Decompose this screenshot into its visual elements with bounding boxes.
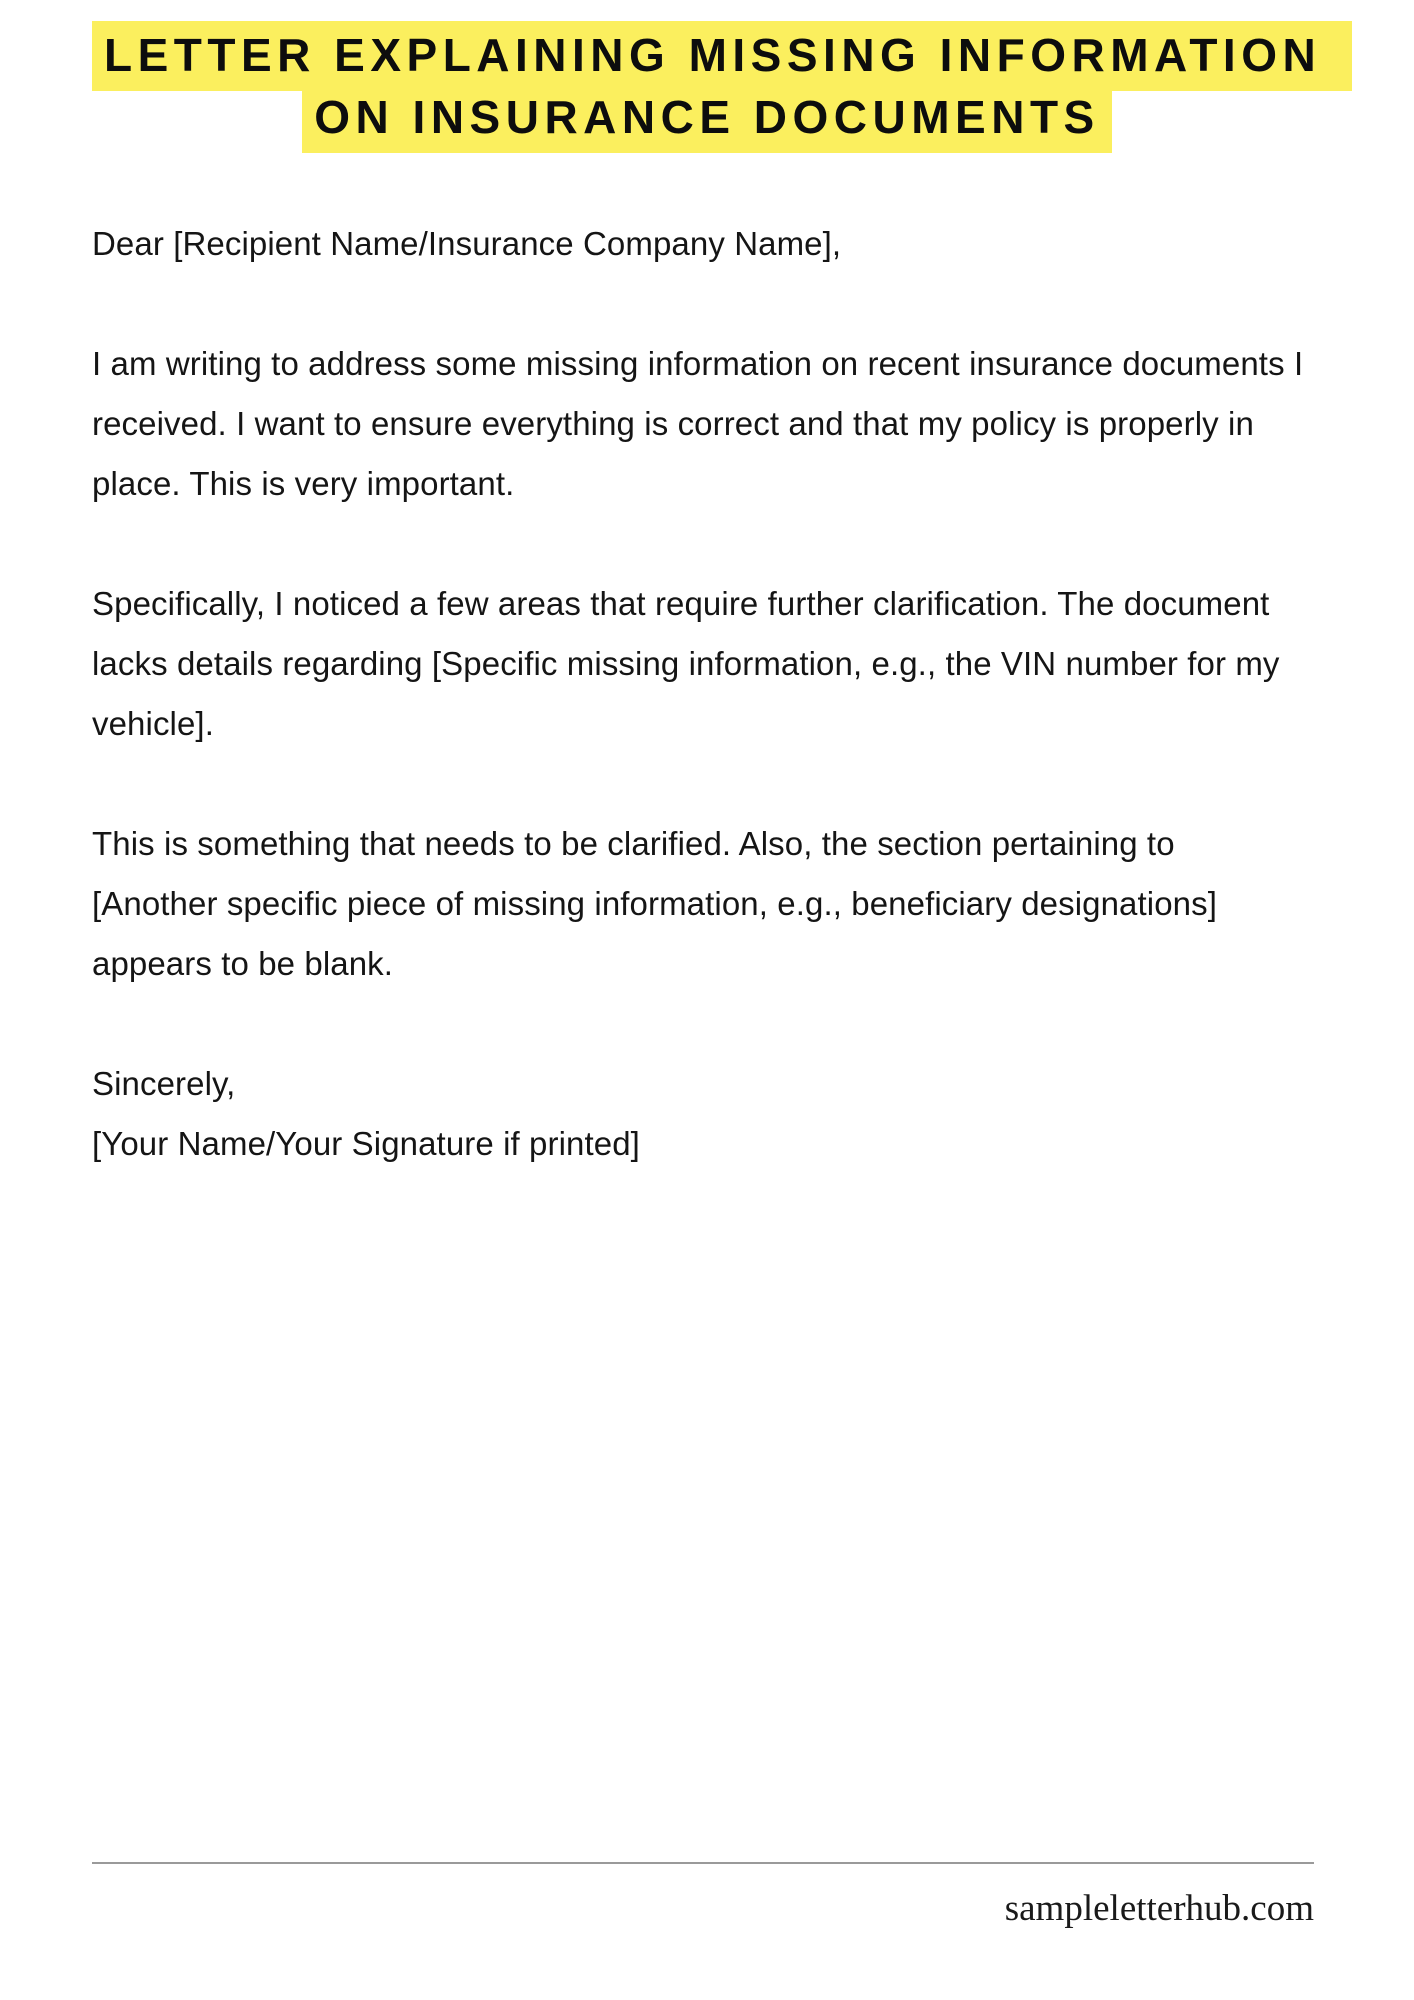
signature-line: [Your Name/Your Signature if printed] [92,1125,640,1162]
paragraph-1: I am writing to address some missing information on recent insurance documents I received. I want to ensure everything is correct and that my policy is properly in place. This is very important. [92,345,1304,502]
salutation: Dear [Recipient Name/Insurance Company Name], [92,225,842,262]
closing-block [92,1054,1307,1174]
page-title [0,24,1414,148]
valediction: Sincerely, [92,1065,236,1102]
paragraph-2: Specifically, I noticed a few areas that require further clarification. The document lacks details regarding [Specific missing information, e.g., the VIN number for my vehicle]. [92,585,1280,742]
footer-divider [92,1862,1314,1864]
paragraph-3: This is something that needs to be clarified. Also, the section pertaining to [Another specific piece of missing information, e.g., beneficiary designations] appears to be blank. [92,825,1217,982]
letter-body [92,214,1307,1174]
page-title-text: LETTER EXPLAINING MISSING INFORMATION ON INSURANCE DOCUMENTS [92,21,1352,153]
footer-website: sampleletterhub.com [1004,1888,1314,1929]
